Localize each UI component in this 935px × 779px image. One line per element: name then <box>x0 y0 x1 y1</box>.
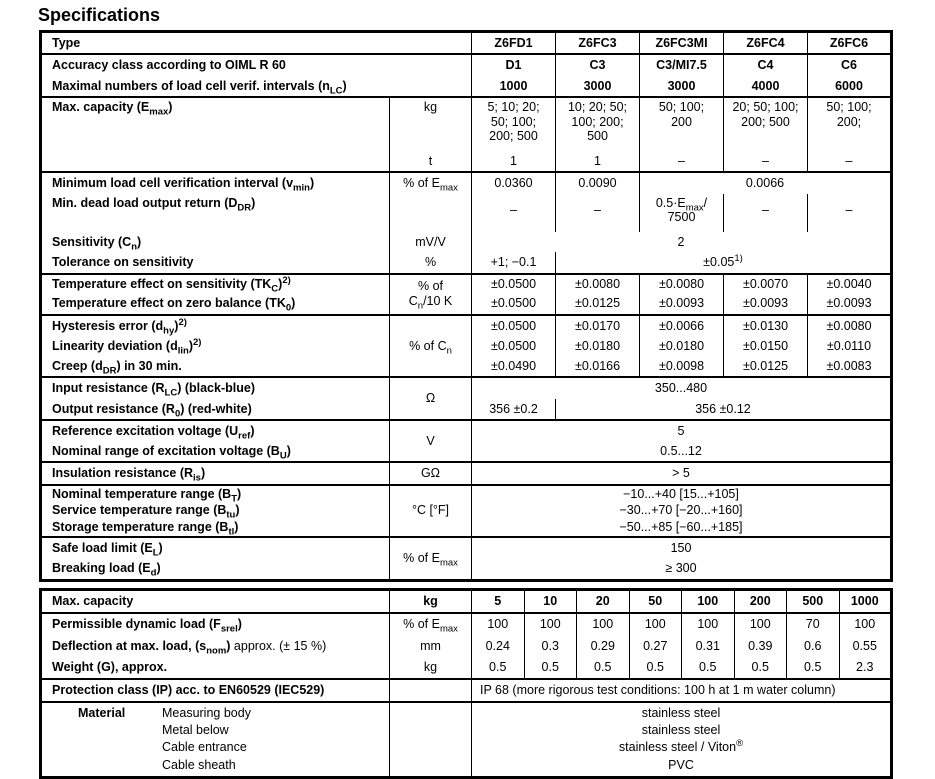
row-label-cell <box>41 462 390 484</box>
value-cell: 100 <box>734 613 787 635</box>
unit-cell: kg <box>390 656 472 678</box>
unit-cell: mm <box>390 635 472 656</box>
value-cell: 50 <box>629 589 682 613</box>
value-cell: > 5 <box>472 462 892 484</box>
spec-row <box>41 462 892 484</box>
datasheet-page <box>0 5 935 772</box>
value-cell: Z6FC3MI <box>640 32 724 55</box>
row-label: Input resistance $(R_{LC})$ (black-blue) <box>52 381 255 399</box>
value-cell: IP 68 (more rigorous test conditions: 100 h at 1 m water column) <box>472 679 892 702</box>
spec-row <box>41 54 892 75</box>
value-cell: 0.31 <box>682 635 735 656</box>
row-label: Temperature effect on zero balance $(TK_0)$ <box>52 296 296 314</box>
value-cell: ±0.0080 <box>640 274 724 294</box>
value-cell: ±0.0093 <box>826 296 872 311</box>
value-cell: −10...+40 [15...+105] <box>472 485 892 503</box>
value-cell: – <box>472 194 556 233</box>
row-label: Weight (G), approx. <box>52 659 168 674</box>
value-cell: 2 <box>677 235 685 249</box>
value-cell: 1000 <box>472 76 556 97</box>
row-label: Safe load limit $(E_L)$ <box>52 541 163 559</box>
capacity-spec-table <box>39 588 893 779</box>
spec-row <box>41 97 892 151</box>
unit-cell: mV/V <box>390 232 472 252</box>
spec-row <box>41 589 892 613</box>
spec-row <box>41 32 892 55</box>
value-cell: 4000 <box>724 76 808 97</box>
value-cell: – <box>724 151 808 172</box>
unit-cell: V <box>390 420 472 463</box>
value-cell: 350...480 <box>472 377 892 398</box>
value-cell: Z6FC6 <box>808 32 892 55</box>
row-label-cell <box>41 537 390 558</box>
material-value: stainless steel / Viton® <box>618 738 744 755</box>
row-label: Insulation resistance $(R_{is})$ <box>52 466 206 484</box>
material-part-label: Metal below <box>162 723 229 738</box>
material-part-list <box>162 705 251 774</box>
value-cell: 1 <box>472 151 556 172</box>
row-label-cell <box>41 420 390 441</box>
value-cell: ±0.0093 <box>640 293 724 314</box>
row-label-cell <box>41 76 472 97</box>
value-cell: −30...+70 [−20...+160] <box>619 503 743 518</box>
row-label: Max. capacity $(E_{max})$ <box>52 99 173 118</box>
value-cell: 0.5 <box>787 656 840 678</box>
value-cell: Z6FC3 <box>556 32 640 55</box>
value-cell: 500 <box>787 589 840 613</box>
value-cell: ±0.0070 <box>724 274 808 294</box>
value-cell: 1 <box>556 151 640 172</box>
row-label: Max. capacity <box>52 594 134 609</box>
value-cell: ±0.0125 <box>724 356 808 377</box>
value-cell: 5; 10; 20; 50; 100; 200; 500 <box>472 97 556 151</box>
value-cell: ±0.0083 <box>826 359 872 373</box>
row-label-cell <box>41 315 390 336</box>
value-cell: C4 <box>724 54 808 75</box>
spec-row <box>41 679 892 702</box>
row-label: Hysteresis error $(d_{hy})^{2)}$ <box>52 316 187 336</box>
value-cell: ±0.0130 <box>724 315 808 336</box>
material-label: Material <box>78 705 126 720</box>
value-cell: 100 <box>682 589 735 613</box>
row-label-cell <box>41 441 390 462</box>
value-cell: 20 <box>577 589 630 613</box>
value-cell: ±0.0500 <box>472 293 556 314</box>
value-cell: ±0.0110 <box>826 338 872 353</box>
unit-cell: % <box>390 252 472 273</box>
material-value: stainless steel <box>641 705 721 720</box>
value-cell: – <box>845 154 853 168</box>
row-label-cell <box>41 232 390 252</box>
spec-row <box>41 315 892 336</box>
row-label: Accuracy class according to OIML R 60 <box>52 58 286 73</box>
spec-row <box>41 420 892 441</box>
value-cell: 0.5 <box>629 656 682 678</box>
row-label-cell <box>41 656 390 678</box>
value-cell: – <box>845 202 853 217</box>
row-label-cell <box>41 274 390 294</box>
row-label-cell <box>41 679 390 702</box>
material-row <box>41 702 892 778</box>
row-label-cell <box>41 589 390 613</box>
value-cell: ±0.0040 <box>808 274 892 294</box>
row-label-cell <box>41 519 390 537</box>
unit-cell: °C [°F] <box>390 485 472 538</box>
value-cell: 0.6 <box>787 635 840 656</box>
row-label-cell <box>41 194 390 233</box>
value-cell: ±0.0500 <box>472 315 556 336</box>
value-cell: 1000 <box>839 589 892 613</box>
value-cell: 50; 100; 200 <box>640 97 724 151</box>
value-cell: 0.5 <box>524 656 577 678</box>
value-cell: 0.0360 <box>472 172 556 193</box>
value-cell: ±0.0180 <box>556 336 640 356</box>
value-cell: 0.29 <box>577 635 630 656</box>
row-label: Temperature effect on sensitivity $(TK_C)^{2)}$ <box>52 274 291 294</box>
value-cell: 0.27 <box>629 635 682 656</box>
row-label-cell <box>41 502 390 519</box>
value-cell: – <box>724 194 808 233</box>
value-cell: C3 <box>556 54 640 75</box>
value-cell: ±0.0125 <box>556 293 640 314</box>
value-cell: 5 <box>472 420 892 441</box>
value-cell: 3000 <box>640 76 724 97</box>
value-cell: ±0.0166 <box>556 356 640 377</box>
unit-cell: kg <box>390 589 472 613</box>
row-label: Maximal numbers of load cell verif. intervals $(n_{LC})$ <box>52 78 347 96</box>
value-cell: ±0.0150 <box>724 336 808 356</box>
unit-cell: t <box>390 151 472 172</box>
value-cell: D1 <box>472 54 556 75</box>
spec-row <box>41 485 892 503</box>
value-cell: 0.5 <box>472 656 525 678</box>
spec-row <box>41 76 892 97</box>
value-cell: 5 <box>472 589 525 613</box>
row-label-cell <box>41 252 390 273</box>
capacity-spec-table-body <box>41 589 892 777</box>
row-label-cell <box>41 635 390 656</box>
value-cell: ±0.0500 <box>472 336 556 356</box>
unit-cell: kg <box>390 97 472 151</box>
value-cell: +1; −0.1 <box>472 252 556 273</box>
value-cell: ±0.0080 <box>808 315 892 336</box>
value-cell: 0.5 <box>682 656 735 678</box>
row-label: Nominal temperature range $(B_T)$ <box>52 486 242 504</box>
value-cell: ±0.0066 <box>640 315 724 336</box>
row-label-cell <box>41 293 390 314</box>
row-label-cell <box>41 485 390 503</box>
row-label-cell <box>41 32 472 55</box>
row-label-cell <box>41 356 390 377</box>
material-part-label: Measuring body <box>162 705 251 720</box>
row-label: Min. dead load output return $(D_{DR})$ <box>52 195 256 213</box>
unit-cell: % of $C_n/10$ K <box>390 274 472 315</box>
value-cell: 0.5 <box>577 656 630 678</box>
value-cell: 50; 100; 200; <box>808 97 892 151</box>
row-label: Service temperature range $(B_{tu})$ <box>52 503 240 521</box>
material-part-label: Cable entrance <box>162 740 247 755</box>
value-cell: 0.24 <box>472 635 525 656</box>
material-value: PVC <box>668 757 694 772</box>
unit-cell: % of $C_n$ <box>390 315 472 378</box>
value-cell: 100 <box>472 613 525 635</box>
unit-cell: % of $E_{max}$ <box>390 172 472 193</box>
value-cell: 356 ±0.2 <box>472 399 556 420</box>
value-cell: 20; 50; 100; 200; 500 <box>724 97 808 151</box>
material-values-cell <box>472 702 892 778</box>
value-cell: 6000 <box>835 78 863 93</box>
page-title: Specifications <box>38 5 161 25</box>
value-cell: ±0.0500 <box>472 274 556 294</box>
spec-row <box>41 194 892 233</box>
value-cell: ±0.0093 <box>724 293 808 314</box>
value-cell: C6 <box>808 54 892 75</box>
value-cell: 200 <box>734 589 787 613</box>
value-cell: 2.3 <box>856 659 874 674</box>
row-label-cell <box>41 377 390 398</box>
value-cell: 100 <box>524 613 577 635</box>
unit-cell: GΩ <box>390 462 472 484</box>
value-cell: −50...+85 [−60...+185] <box>619 520 743 535</box>
value-cell: Z6FD1 <box>472 32 556 55</box>
unit-cell: Ω <box>390 377 472 420</box>
value-cell: 0.39 <box>734 635 787 656</box>
spec-row <box>41 656 892 678</box>
row-label: Protection class (IP) acc. to EN60529 (IEC529) <box>52 683 325 698</box>
models-spec-table-body <box>41 32 892 581</box>
unit-cell <box>390 679 472 702</box>
unit-cell <box>390 194 472 233</box>
value-cell: ≥ 300 <box>665 561 697 576</box>
material-part-label: Cable sheath <box>162 757 236 772</box>
value-cell: 100 <box>682 613 735 635</box>
models-spec-table <box>39 30 893 582</box>
value-cell: Z6FC4 <box>724 32 808 55</box>
row-label: Permissible dynamic load $(F_{srel})$ <box>52 617 242 635</box>
spec-row <box>41 537 892 558</box>
value-cell: ±0.0098 <box>640 356 724 377</box>
value-cell: 10 <box>524 589 577 613</box>
row-label: Tolerance on sensitivity <box>52 255 194 270</box>
value-cell: 10; 20; 50; 100; 200; 500 <box>556 97 640 151</box>
value-cell: ±0.0080 <box>556 274 640 294</box>
value-cell: 356 ±0.12 <box>695 401 751 416</box>
value-cell: 3000 <box>556 76 640 97</box>
row-label-note: approx. (± 15 %) <box>233 638 327 653</box>
row-label: Sensitivity $(C_n)$ <box>52 235 142 253</box>
row-label: Storage temperature range $(B_{tl})$ <box>52 520 239 538</box>
spec-row <box>41 252 892 273</box>
row-label: Nominal range of excitation voltage $(B_U)$ <box>52 444 291 462</box>
value-cell: $0.5\cdot E_{max}/$ 7500 <box>640 194 724 233</box>
row-label: Linearity deviation $(d_{lin})^{2)}$ <box>52 336 202 357</box>
unit-cell <box>390 702 472 778</box>
value-cell: ±0.0180 <box>640 336 724 356</box>
row-label-cell <box>41 336 390 356</box>
value-cell: 100 <box>577 613 630 635</box>
value-cell: 0.0090 <box>556 172 640 193</box>
value-cell: 0.3 <box>524 635 577 656</box>
row-label: Type <box>52 36 81 50</box>
row-label-cell <box>41 558 390 580</box>
value-cell: ±0.0490 <box>472 356 556 377</box>
row-label-cell <box>41 613 390 635</box>
value-cell: 0.55 <box>852 638 877 653</box>
row-label: Minimum load cell verification interval $(v_{min})$ <box>52 176 315 194</box>
value-cell: 70 <box>787 613 840 635</box>
row-label: Output resistance $(R_0)$ (red-white) <box>52 401 252 419</box>
value-cell: – <box>640 151 724 172</box>
row-label-cell <box>41 172 390 193</box>
unit-cell: % of $E_{max}$ <box>390 613 472 635</box>
row-label: Reference excitation voltage $(U_{ref})$ <box>52 423 255 442</box>
spec-row <box>41 635 892 656</box>
row-label-cell <box>41 97 390 173</box>
spec-row <box>41 232 892 252</box>
spec-row <box>41 274 892 294</box>
spec-row <box>41 172 892 193</box>
value-cell: 0.5 <box>734 656 787 678</box>
value-cell: C3/MI7.5 <box>640 54 724 75</box>
row-label: Breaking load $(E_d)$ <box>52 561 161 579</box>
material-label-cell <box>41 702 390 778</box>
value-cell: 150 <box>472 537 892 558</box>
value-cell: 100 <box>629 613 682 635</box>
value-cell: 100 <box>839 613 892 635</box>
row-label-cell <box>41 399 390 420</box>
value-cell: ±0.0170 <box>556 315 640 336</box>
material-value: stainless steel <box>641 723 721 738</box>
spec-row <box>41 377 892 398</box>
value-cell: 0.0066 <box>640 172 892 193</box>
spec-row <box>41 613 892 635</box>
row-label-cell <box>41 54 472 75</box>
row-label: Deflection at max. load, $(s_{nom})$ <box>52 638 234 657</box>
unit-cell: % of $E_{max}$ <box>390 537 472 580</box>
value-cell: – <box>556 194 640 233</box>
value-cell: 0.5...12 <box>660 444 702 458</box>
row-label: Creep $(d_{DR})$ in 30 min. <box>52 359 182 377</box>
value-cell: $\pm 0.05^{1)}$ <box>703 253 743 270</box>
